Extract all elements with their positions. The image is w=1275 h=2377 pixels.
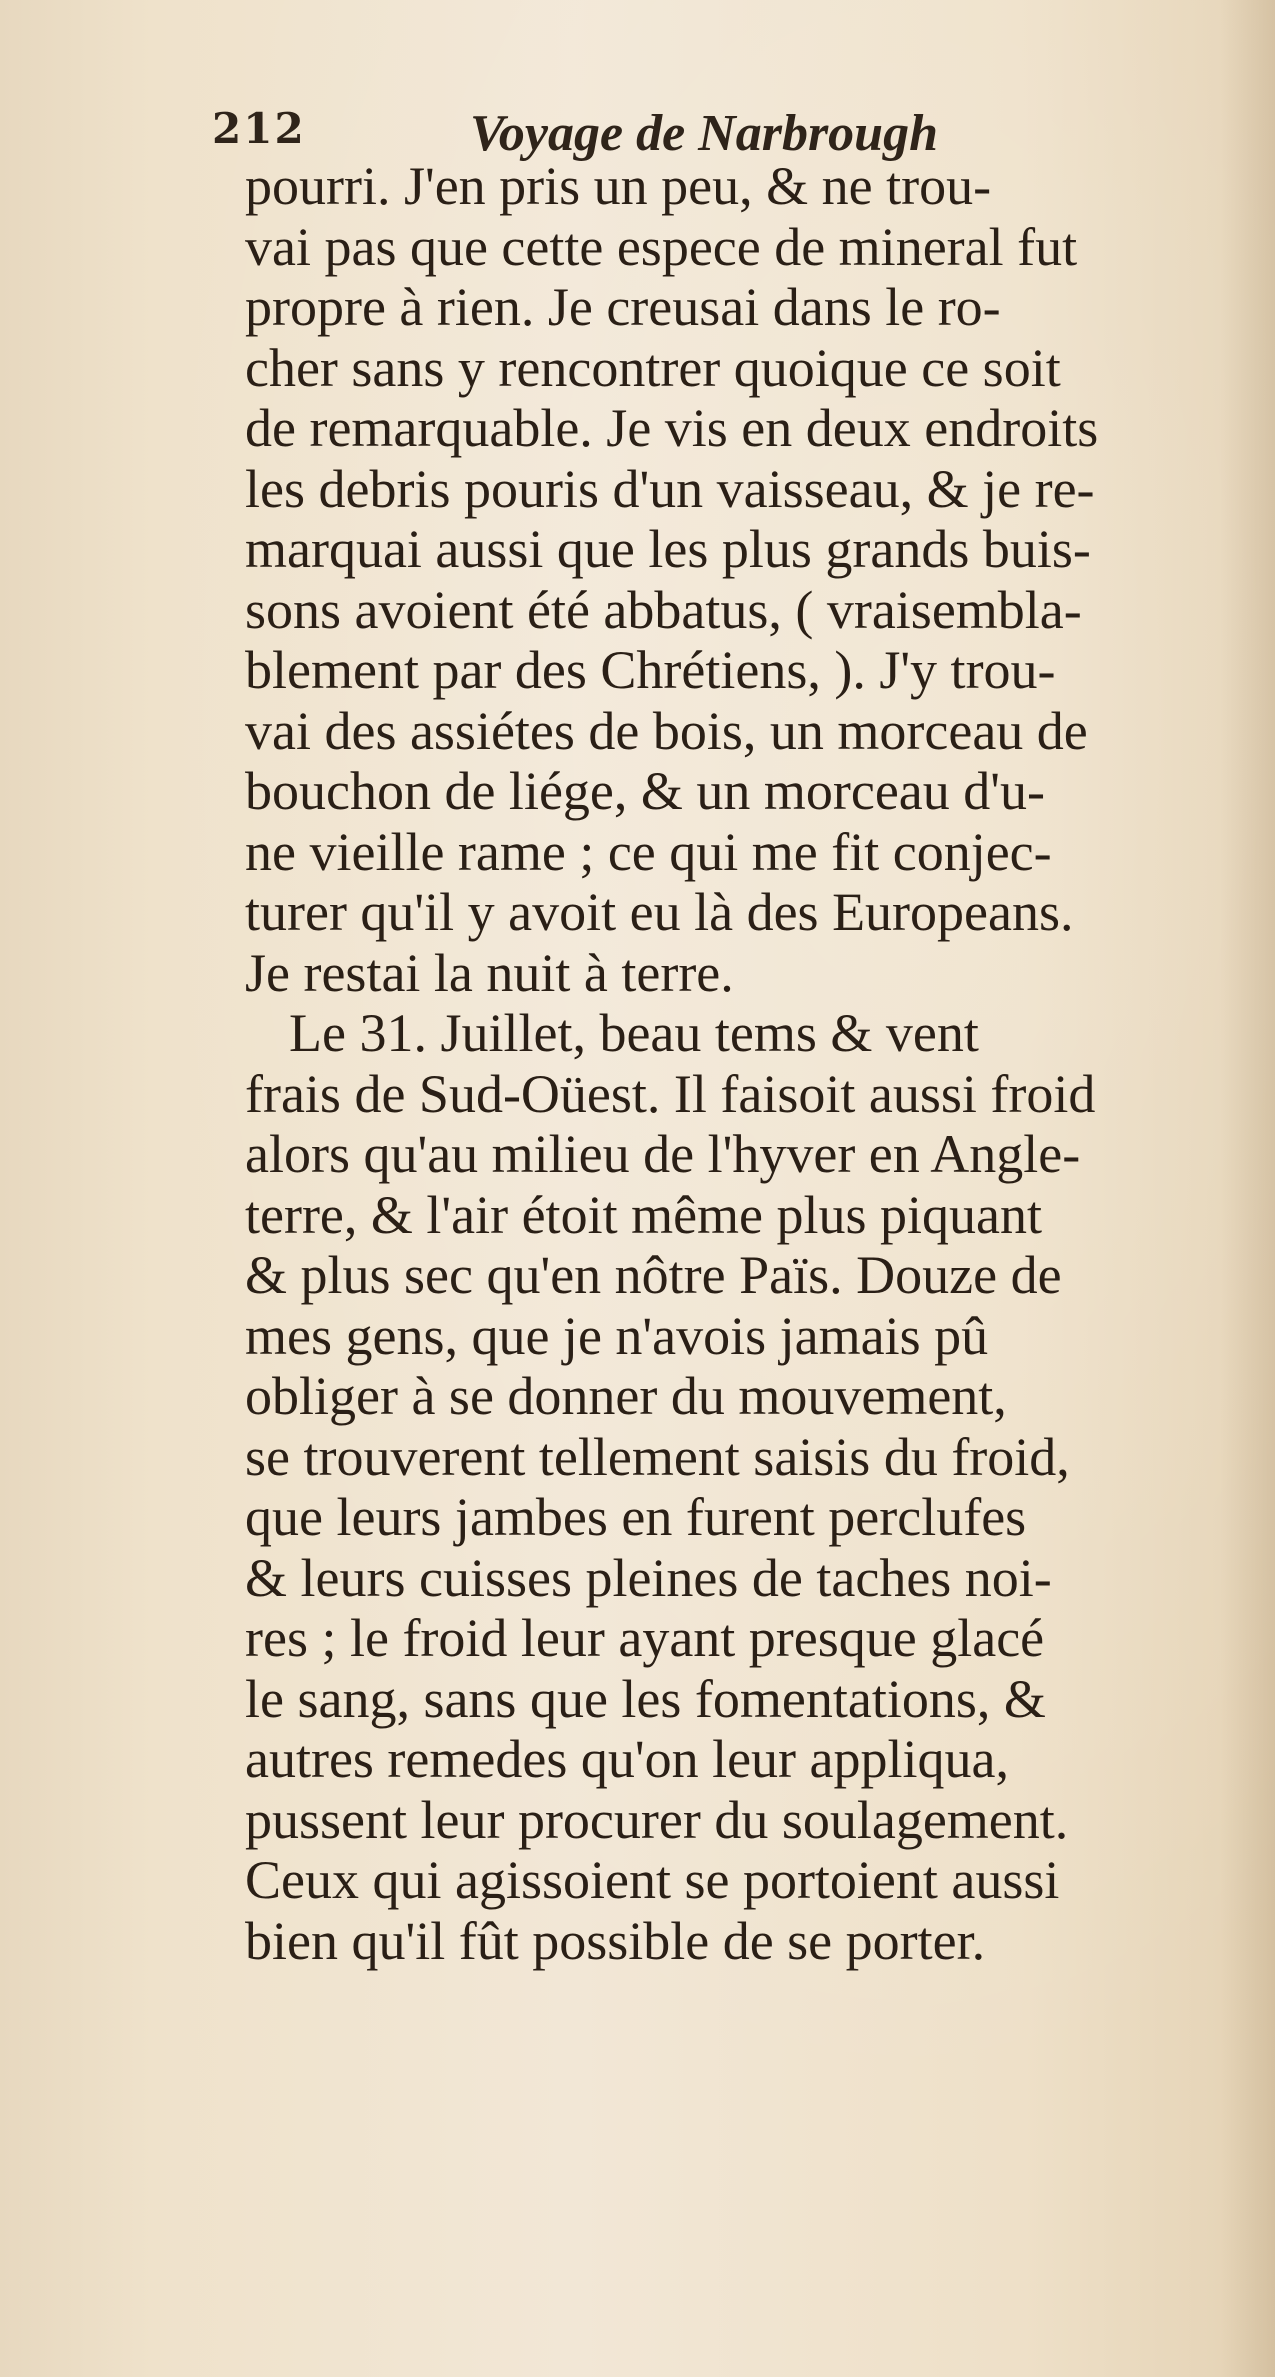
page-edge-shadow bbox=[1220, 0, 1275, 2377]
text-line: turer qu'il y avoit eu là des Europeans. bbox=[245, 882, 1074, 942]
text-line: ne vieille rame ; ce qui me fit conjec- bbox=[245, 821, 1052, 882]
text-line: mes gens, que je n'avois jamais pû bbox=[245, 1305, 989, 1366]
running-title: Voyage de Narbrough bbox=[470, 105, 939, 162]
text-line: marquai aussi que les plus grands buis- bbox=[245, 519, 1091, 579]
text-line: obliger à se donner du mouvement, bbox=[245, 1366, 1007, 1426]
text-line: bien qu'il fût possible de se porter. bbox=[245, 1910, 986, 1971]
text-line: se trouverent tellement saisis du froid, bbox=[245, 1426, 1070, 1487]
text-line: pussent leur procurer du soulagement. bbox=[245, 1789, 1069, 1850]
text-line: vai pas que cette espece de mineral fut bbox=[245, 216, 1078, 277]
paragraph-start-line: Le 31. Juillet, beau tems & vent bbox=[289, 1003, 979, 1063]
text-line: bouchon de liége, & un morceau d'u- bbox=[245, 761, 1045, 821]
text-line: blement par des Chrétiens, ). J'y trou- bbox=[245, 640, 1056, 700]
text-line: les debris pouris d'un vaisseau, & je re- bbox=[245, 458, 1095, 519]
body-text bbox=[245, 156, 1225, 1971]
text-line: que leurs jambes en furent perclufes bbox=[245, 1487, 1027, 1547]
text-line: vai des assiétes de bois, un morceau de bbox=[245, 700, 1088, 761]
text-line: res ; le froid leur ayant presque glacé bbox=[245, 1608, 1045, 1668]
text-line: alors qu'au milieu de l'hyver en Angle- bbox=[245, 1124, 1081, 1184]
text-line: sons avoient été abbatus, ( vraisembla- bbox=[245, 579, 1082, 640]
text-line: autres remedes qu'on leur appliqua, bbox=[245, 1729, 1009, 1789]
text-line: frais de Sud-Oüest. Il faisoit aussi froid bbox=[245, 1063, 1096, 1124]
text-line: terre, & l'air étoit même plus piquant bbox=[245, 1184, 1043, 1245]
page-number: 212 bbox=[212, 104, 306, 153]
text-line: le sang, sans que les fomentations, & bbox=[245, 1668, 1046, 1729]
text-line: cher sans y rencontrer quoique ce soit bbox=[245, 337, 1061, 398]
text-line: & plus sec qu'en nôtre Païs. Douze de bbox=[245, 1245, 1062, 1305]
text-line: Ceux qui agissoient se portoient aussi bbox=[245, 1850, 1060, 1910]
text-line: Je restai la nuit à terre. bbox=[245, 942, 734, 1003]
text-line: propre à rien. Je creusai dans le ro- bbox=[245, 277, 1001, 337]
text-line: & leurs cuisses pleines de taches noi- bbox=[245, 1547, 1052, 1608]
page-header bbox=[212, 104, 1012, 164]
text-line: pourri. J'en pris un peu, & ne trou- bbox=[245, 156, 992, 216]
text-line: de remarquable. Je vis en deux endroits bbox=[245, 398, 1099, 458]
